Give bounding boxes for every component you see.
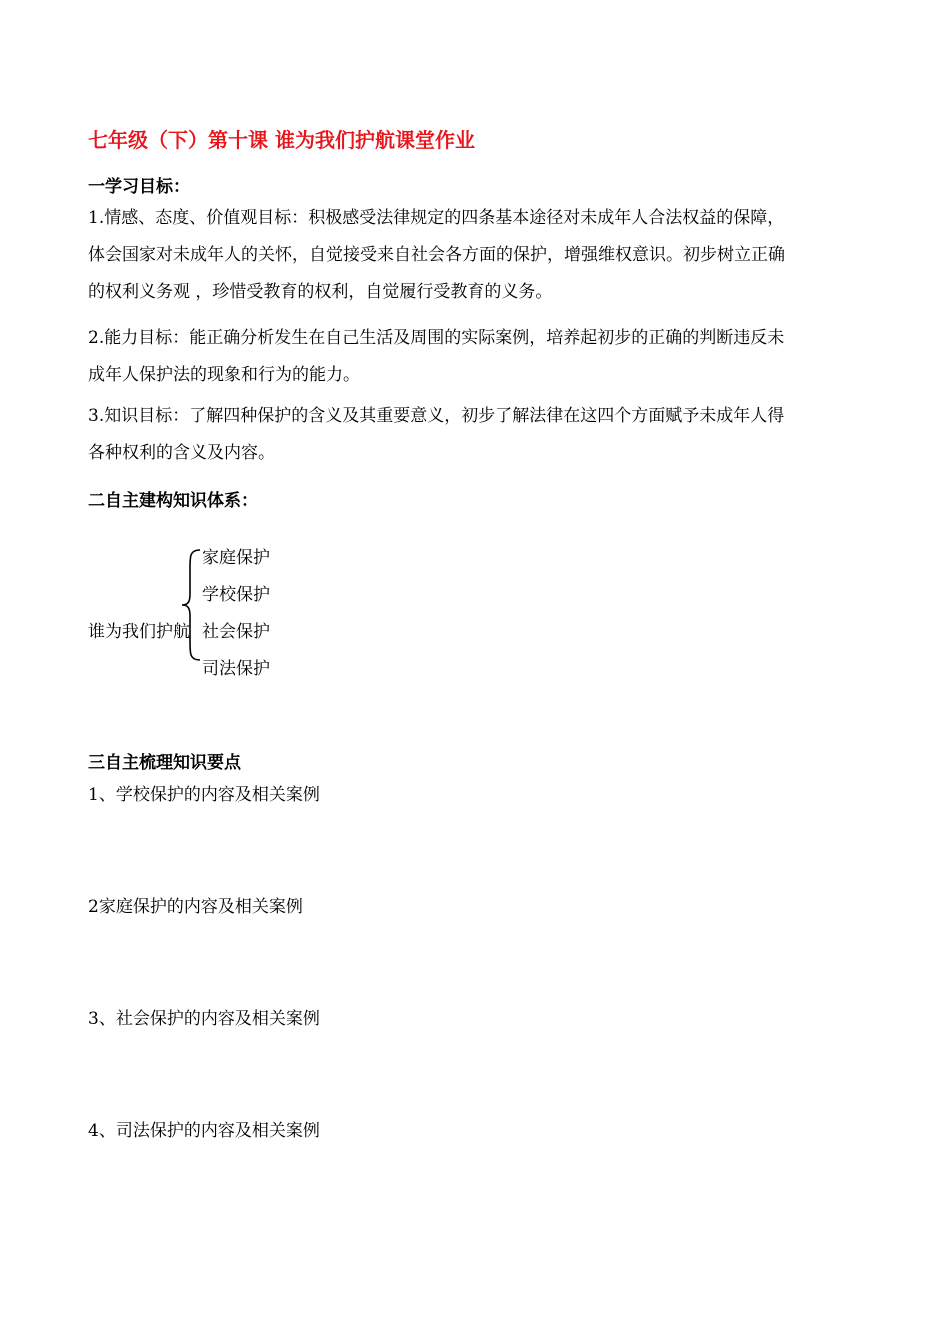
goal-item-2-line-1: 2.能力目标：能正确分析发生在自己生活及周围的实际案例，培养起初步的正确的判断违反未 [88,328,785,348]
goal-item-1-line-2: 体会国家对未成年人的关怀，自觉接受来自社会各方面的保护，增强维权意识。初步树立正确 [88,245,785,265]
document-title: 七年级（下）第十课 谁为我们护航课堂作业 [88,128,475,152]
key-point-item-3: 3、社会保护的内容及相关案例 [88,1009,320,1029]
goal-item-3-line-1: 3.知识目标：了解四种保护的含义及其重要意义，初步了解法律在这四个方面赋予未成年人得 [88,406,785,426]
goal-item-1-line-1: 1.情感、态度、价值观目标：积极感受法律规定的四条基本途径对未成年人合法权益的保障， [88,208,785,228]
key-point-item-4: 4、司法保护的内容及相关案例 [88,1121,320,1141]
goal-item-2-line-2: 成年人保护法的现象和行为的能力。 [88,365,360,385]
goal-item-2 [88,320,878,394]
curly-brace-icon [180,548,204,662]
section-heading-knowledge-system: 二自主建构知识体系： [88,491,258,511]
key-point-item-2: 2家庭保护的内容及相关案例 [88,897,303,917]
diagram-branch-family: 家庭保护 [202,548,270,568]
goal-item-3 [88,398,878,472]
goal-item-3-line-2: 各种权利的含义及内容。 [88,443,275,463]
section-heading-key-points: 三自主梳理知识要点 [88,753,241,773]
diagram-root-label: 谁为我们护航 [88,622,190,642]
key-point-item-1: 1、学校保护的内容及相关案例 [88,785,320,805]
diagram-branch-judicial: 司法保护 [202,659,270,679]
goal-item-1-line-3: 的权利义务观 ，珍惜受教育的权利，自觉履行受教育的义务。 [88,282,553,302]
diagram-branch-society: 社会保护 [202,622,270,642]
goal-item-1 [88,200,878,311]
diagram-branch-school: 学校保护 [202,585,270,605]
section-heading-learning-goals: 一学习目标： [88,177,190,197]
